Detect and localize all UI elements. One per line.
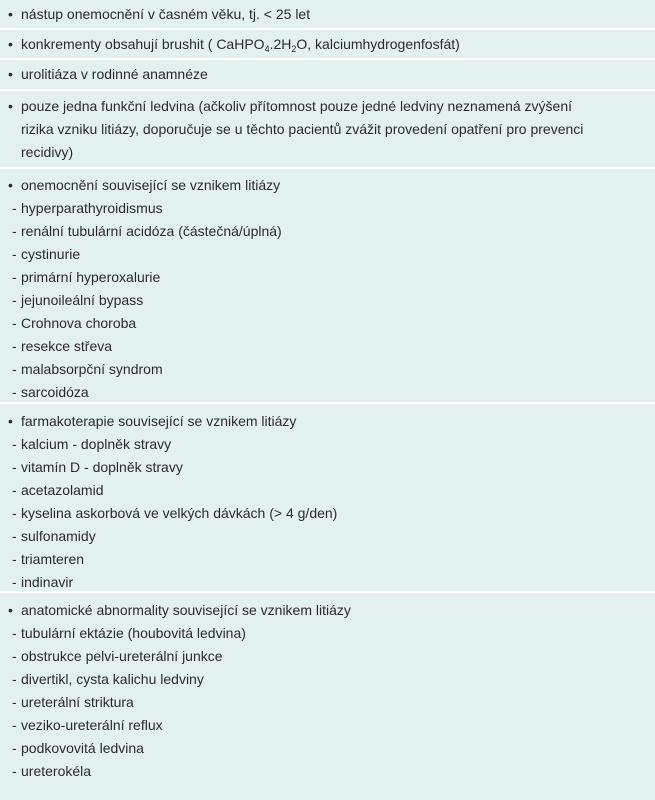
item-text: ureterokéla <box>21 763 92 779</box>
dash: - <box>12 648 17 664</box>
list-item <box>8 691 647 714</box>
item-text: divertikl, cysta kalichu ledviny <box>21 671 204 687</box>
subscript: 2 <box>291 43 297 54</box>
list-item <box>8 243 647 266</box>
list-heading <box>8 174 647 197</box>
row-text: O, kalciumhydrogenfosfát) <box>296 35 460 52</box>
table-row <box>0 91 655 169</box>
dash: - <box>12 361 17 377</box>
dash: - <box>12 528 17 544</box>
item-text: malabsorpční syndrom <box>21 361 163 377</box>
dash: - <box>12 384 17 400</box>
list-item <box>8 525 647 548</box>
bullet: • <box>8 98 13 114</box>
dash: - <box>12 740 17 756</box>
dash: - <box>12 436 17 452</box>
table-row <box>0 60 655 91</box>
dash: - <box>12 763 17 779</box>
row-text: nástup onemocnění v časném věku, tj. < 25 let <box>21 5 311 22</box>
list-item <box>8 197 647 220</box>
dash: - <box>12 625 17 641</box>
list-heading <box>8 410 647 433</box>
row-text: pouze jedna funkční ledvina (ačkoliv přítomnost pouze jedné ledviny neznamená zvýšení <box>21 98 572 114</box>
list-item <box>8 220 647 243</box>
table-row <box>0 404 655 593</box>
list-item <box>8 479 647 502</box>
table-row <box>0 30 655 60</box>
row-text: konkrementy obsahují brushit ( CaHPO <box>21 35 265 52</box>
item-text: cystinurie <box>21 246 81 262</box>
bullet: • <box>8 602 13 618</box>
list-item <box>8 358 647 381</box>
dash: - <box>12 223 17 239</box>
dash: - <box>12 200 17 216</box>
list-item <box>8 668 647 691</box>
table-row <box>0 593 655 800</box>
list-item <box>8 760 647 783</box>
list-item <box>8 3 310 26</box>
item-text: tubulární ektázie (houbovitá ledvina) <box>21 625 246 641</box>
row-text: urolitiáza v rodinné anamnéze <box>21 66 208 82</box>
bullet: • <box>8 177 13 193</box>
subscript: 4 <box>264 43 270 54</box>
list-item <box>8 737 647 760</box>
row-text: recidivy) <box>21 144 74 160</box>
list-heading <box>8 599 647 622</box>
item-text: indinavir <box>21 574 74 590</box>
item-text: sarcoidóza <box>21 384 89 400</box>
item-text: acetazolamid <box>21 482 104 498</box>
list-item <box>8 645 647 668</box>
bullet: • <box>8 5 13 22</box>
list-item <box>8 381 647 404</box>
list-item <box>8 63 208 86</box>
row-heading: anatomické abnormality související se vznikem litiázy <box>21 602 351 618</box>
dash: - <box>12 315 17 331</box>
dash: - <box>12 717 17 733</box>
dash: - <box>12 269 17 285</box>
item-text: sulfonamidy <box>21 528 96 544</box>
list-item <box>8 95 647 118</box>
dash: - <box>12 551 17 567</box>
list-item <box>8 548 647 571</box>
item-text: kyselina askorbová ve velkých dávkách (> 4 g/den) <box>21 505 338 521</box>
dash: - <box>12 574 17 590</box>
list-item <box>8 289 647 312</box>
bullet: • <box>8 413 13 429</box>
item-text: renální tubulární acidóza (částečná/úplná) <box>21 223 282 239</box>
item-text: veziko-ureterální reflux <box>21 717 163 733</box>
list-item <box>8 571 647 594</box>
list-item <box>8 502 647 525</box>
item-text: primární hyperoxalurie <box>21 269 161 285</box>
row-text: rizika vzniku litiázy, doporučuje se u těchto pacientů zvážit provedení opatření pro prevenci <box>21 121 584 137</box>
item-text: obstrukce pelvi-ureterální junkce <box>21 648 223 664</box>
list-item <box>8 433 647 456</box>
dash: - <box>12 505 17 521</box>
item-text: ureterální striktura <box>21 694 134 710</box>
dash: - <box>12 482 17 498</box>
bullet: • <box>8 66 13 82</box>
list-item <box>8 33 460 56</box>
dash: - <box>12 246 17 262</box>
list-item <box>8 335 647 358</box>
item-text: Crohnova choroba <box>21 315 137 331</box>
dash: - <box>12 459 17 475</box>
bullet: • <box>8 35 13 52</box>
dash: - <box>12 338 17 354</box>
item-text: jejunoileální bypass <box>21 292 144 308</box>
list-item <box>8 622 647 645</box>
item-text: kalcium - doplněk stravy <box>21 436 172 452</box>
item-text: podkovovitá ledvina <box>21 740 144 756</box>
dash: - <box>12 292 17 308</box>
row-heading: onemocnění související se vznikem litiázy <box>21 177 281 193</box>
list-item <box>8 266 647 289</box>
row-heading: farmakoterapie související se vznikem litiázy <box>21 413 297 429</box>
dash: - <box>12 671 17 687</box>
row-text: .2H <box>269 35 292 52</box>
table-row <box>0 169 655 404</box>
table-row <box>0 0 655 30</box>
dash: - <box>12 694 17 710</box>
item-text: triamteren <box>21 551 85 567</box>
list-item <box>8 312 647 335</box>
item-text: vitamín D - doplněk stravy <box>21 459 183 475</box>
item-text: hyperparathyroidismus <box>21 200 163 216</box>
list-item <box>8 456 647 479</box>
list-item <box>8 714 647 737</box>
item-text: resekce střeva <box>21 338 113 354</box>
